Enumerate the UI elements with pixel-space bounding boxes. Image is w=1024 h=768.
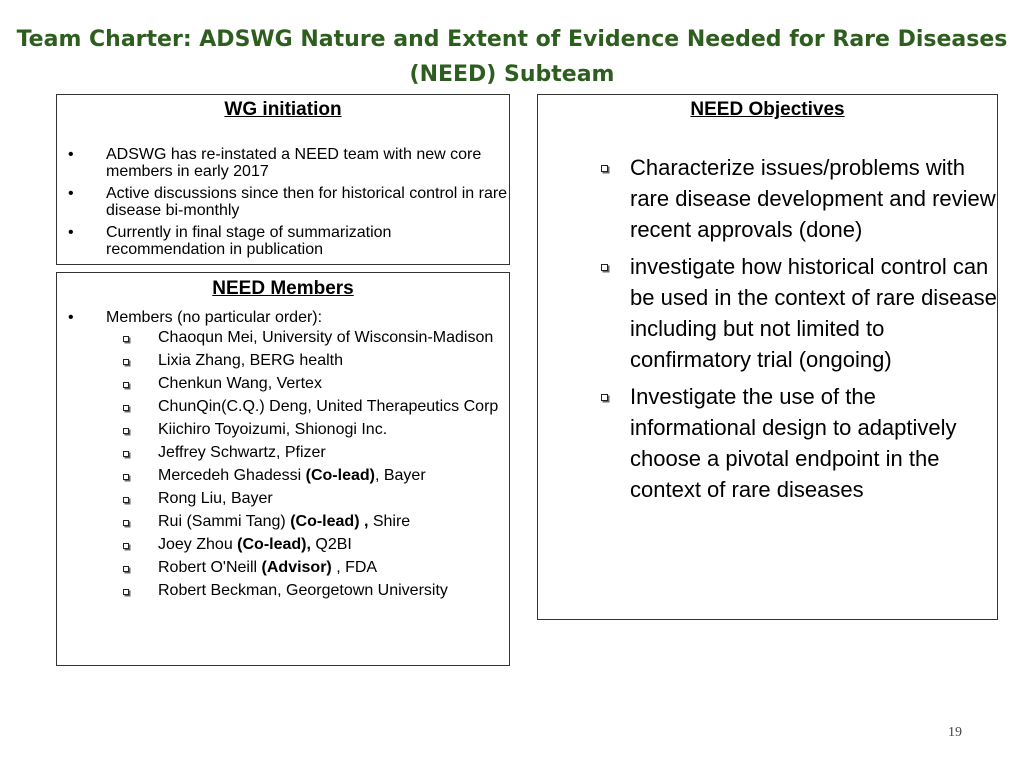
need-objectives-heading: NEED Objectives [690, 99, 845, 120]
member-text-bold: (Co-lead) [305, 467, 375, 484]
member-text-pre: Rui (Sammi Tang) [158, 513, 291, 530]
square-bullet-icon [123, 589, 129, 595]
list-item: • Currently in final stage of summarization recommendation in publication [68, 224, 392, 258]
list-item: • Members (no particular order): [68, 309, 323, 326]
list-item: Investigate the use of the informational design to adaptively choose a pivotal endpoint in the context of rare diseases [538, 381, 997, 505]
member-text-pre: Rong Liu, Bayer [158, 490, 273, 507]
page-number: 19 [948, 725, 962, 740]
member-text-pre: Joey Zhou [158, 536, 238, 553]
member-text-pre: Robert O'Neill [158, 559, 262, 576]
square-bullet-icon [123, 359, 129, 365]
members-list [57, 330, 509, 599]
square-bullet-icon [123, 382, 129, 388]
member-text-pre: Lixia Zhang, BERG health [158, 352, 343, 369]
list-item: investigate how historical control can be used in the context of rare disease including but not limited to confirmatory trial (ongoing) [538, 251, 997, 375]
member-text-bold: (Advisor) [261, 559, 332, 576]
member-text-pre: Kiichiro Toyoizumi, Shionogi Inc. [158, 421, 388, 438]
member-item [57, 583, 509, 599]
square-bullet-icon [123, 566, 129, 572]
member-text-post: Shire [368, 513, 411, 530]
member-item [57, 491, 509, 507]
square-bullet-icon [601, 165, 608, 172]
member-item [57, 330, 509, 346]
member-text-bold: (Co-lead), [237, 536, 311, 553]
square-bullet-icon [123, 543, 129, 549]
member-text-pre: Chenkun Wang, Vertex [158, 375, 322, 392]
square-bullet-icon [601, 394, 608, 401]
member-item [57, 514, 509, 530]
member-item [57, 560, 509, 576]
objectives-list [538, 152, 997, 505]
square-bullet-icon [123, 520, 129, 526]
square-bullet-icon [123, 497, 129, 503]
wg-initiation-list [57, 146, 509, 258]
square-bullet-icon [123, 428, 129, 434]
wg-initiation-heading: WG initiation [224, 99, 342, 120]
member-item [57, 353, 509, 369]
member-text-post: , Bayer [374, 467, 426, 484]
square-bullet-icon [123, 474, 129, 480]
member-text-pre: Chaoqun Mei, University of Wisconsin-Madison [158, 329, 494, 346]
member-text-pre: Robert Beckman, Georgetown University [158, 582, 448, 599]
wg-initiation-box [56, 94, 510, 265]
member-item [57, 445, 509, 461]
member-item [57, 422, 509, 438]
square-bullet-icon [123, 451, 129, 457]
member-text-pre: Jeffrey Schwartz, Pfizer [158, 444, 326, 461]
square-bullet-icon [123, 405, 129, 411]
need-objectives-box [537, 94, 998, 620]
member-text-bold: (Co-lead) , [290, 513, 369, 530]
need-members-box [56, 272, 510, 666]
member-text-post: Q2BI [310, 536, 352, 553]
member-text-post: , FDA [331, 559, 378, 576]
slide-title-line-2: (NEED) Subteam [409, 62, 615, 87]
member-item [57, 399, 509, 415]
list-item: • ADSWG has re-instated a NEED team with new core members in early 2017 [68, 146, 482, 180]
list-item: • Active discussions since then for historical control in rare disease bi-monthly [68, 185, 508, 219]
slide-title [0, 22, 1024, 92]
member-item [57, 537, 509, 553]
member-text-pre: Mercedeh Ghadessi [158, 467, 306, 484]
square-bullet-icon [123, 336, 129, 342]
member-text-pre: ChunQin(C.Q.) Deng, United Therapeutics Corp [158, 398, 499, 415]
slide-title-line-1: Team Charter: ADSWG Nature and Extent of Evidence Needed for Rare Diseases [16, 27, 1008, 52]
square-bullet-icon [601, 264, 608, 271]
member-item [57, 376, 509, 392]
member-item [57, 468, 509, 484]
list-item: Characterize issues/problems with rare disease development and review recent approvals (done) [538, 152, 997, 245]
members-intro-list [57, 309, 509, 326]
need-members-heading: NEED Members [212, 278, 354, 299]
